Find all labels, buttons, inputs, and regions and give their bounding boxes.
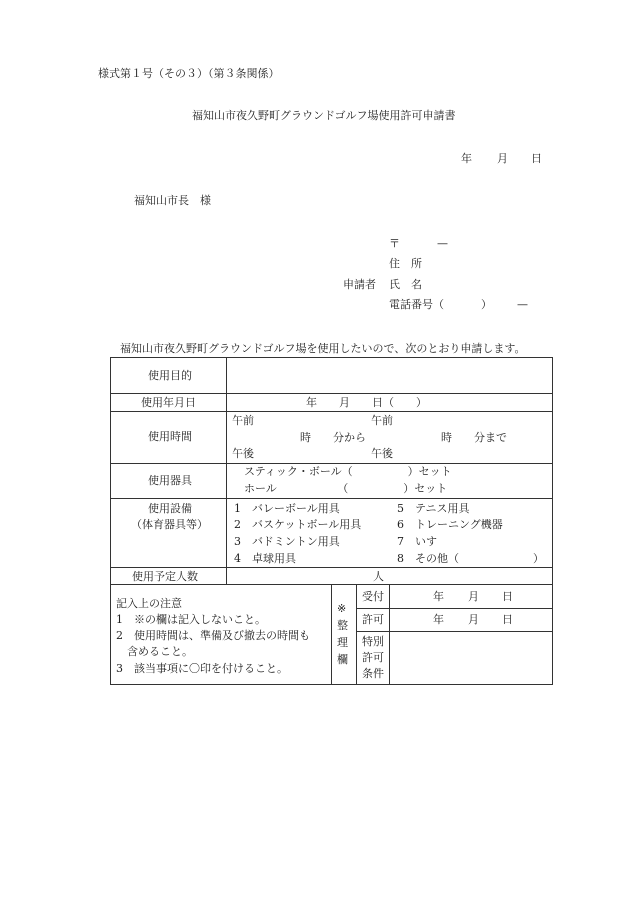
notes-divider [331,584,332,685]
form-title: 福知山市夜久野町グラウンドゴルフ場使用許可申請書 [192,109,456,122]
received-day: 日 [502,590,513,603]
addressee: 福知山市長 様 [134,194,211,207]
facility-item: 1 バレーボール用具 [234,502,340,515]
permit-month: 月 [468,613,479,626]
permit-year: 年 [433,613,444,626]
phone-close-paren: ） [481,298,492,311]
row-divider [110,463,553,464]
time-to: 時 分まで [441,431,507,444]
office-divider [356,584,357,685]
phone-dash: — [517,298,528,311]
phone-label: 電話番号（ [389,298,444,311]
notes-line-1: 1 ※の欄は記入しないこと。 [116,613,266,626]
permit-label: 許可 [362,613,384,626]
special-conditions-label: 条件 [362,667,384,680]
people-label: 使用予定人数 [132,570,198,583]
equipment-label: 使用器具 [148,474,192,487]
applicant-label: 申請者 [343,278,376,291]
postal-mark: 〒 [389,237,400,250]
office-label-divider [389,584,390,685]
notes-title: 記入上の注意 [116,597,182,610]
postal-dash: — [437,237,448,250]
facility-other-close-paren: ） [533,552,544,565]
name-label: 氏 名 [389,278,422,291]
time-am-end: 午前 [371,414,393,427]
row-divider [110,393,553,394]
time-pm-start: 午後 [232,447,254,460]
facility-item: 4 卓球用具 [234,552,296,565]
purpose-label: 使用目的 [148,369,192,382]
notes-line-2-cont: 含めること。 [127,645,193,658]
time-from: 時 分から [300,431,366,444]
intro-sentence: 福知山市夜久野町グラウンドゴルフ場を使用したいので、次のとおり申請します。 [120,342,526,355]
received-year: 年 [433,590,444,603]
facility-item: 7 いす [397,535,437,548]
equipment-stick-ball: スティック・ボール（ ）セット [244,465,452,478]
row-divider [110,498,553,499]
notes-line-2: 2 使用時間は、準備及び撤去の時間も [116,629,310,642]
time-pm-end: 午後 [371,447,393,460]
equipment-hole: ホール （ ）セット [244,482,448,495]
address-label: 住 所 [389,257,422,270]
notes-line-3: 3 該当事項に〇印を付けること。 [116,662,288,675]
facility-item: 2 バスケットボール用具 [234,518,362,531]
row-divider [110,567,553,568]
facility-label-sub: （体育器具等） [131,518,208,531]
facility-label: 使用設備 [148,502,192,515]
time-am-start: 午前 [232,414,254,427]
office-mark: 理 [337,636,348,649]
received-label: 受付 [362,590,384,603]
use-date-value: 年 月 日（ ） [306,396,427,409]
office-row-divider [356,631,553,632]
special-conditions-label: 許可 [362,651,384,664]
facility-item: 3 バドミントン用具 [234,535,340,548]
label-column-divider [226,357,227,584]
facility-item: 8 その他（ [397,552,459,565]
form-number: 様式第１号（その３）（第３条関係） [98,67,280,80]
office-row-divider [356,608,553,609]
facility-item: 5 テニス用具 [397,502,470,515]
office-mark: 欄 [337,653,348,666]
facility-item: 6 トレーニング機器 [397,518,503,531]
date-year-label: 年 [461,152,472,165]
date-month-label: 月 [497,152,508,165]
received-month: 月 [468,590,479,603]
date-label: 使用年月日 [141,396,196,409]
time-label: 使用時間 [148,430,192,443]
office-mark: ※ [337,602,347,615]
permit-day: 日 [502,613,513,626]
people-unit: 人 [373,570,384,583]
special-conditions-label: 特別 [362,635,384,648]
row-divider [110,411,553,412]
date-day-label: 日 [531,152,542,165]
office-mark: 整 [337,619,348,632]
